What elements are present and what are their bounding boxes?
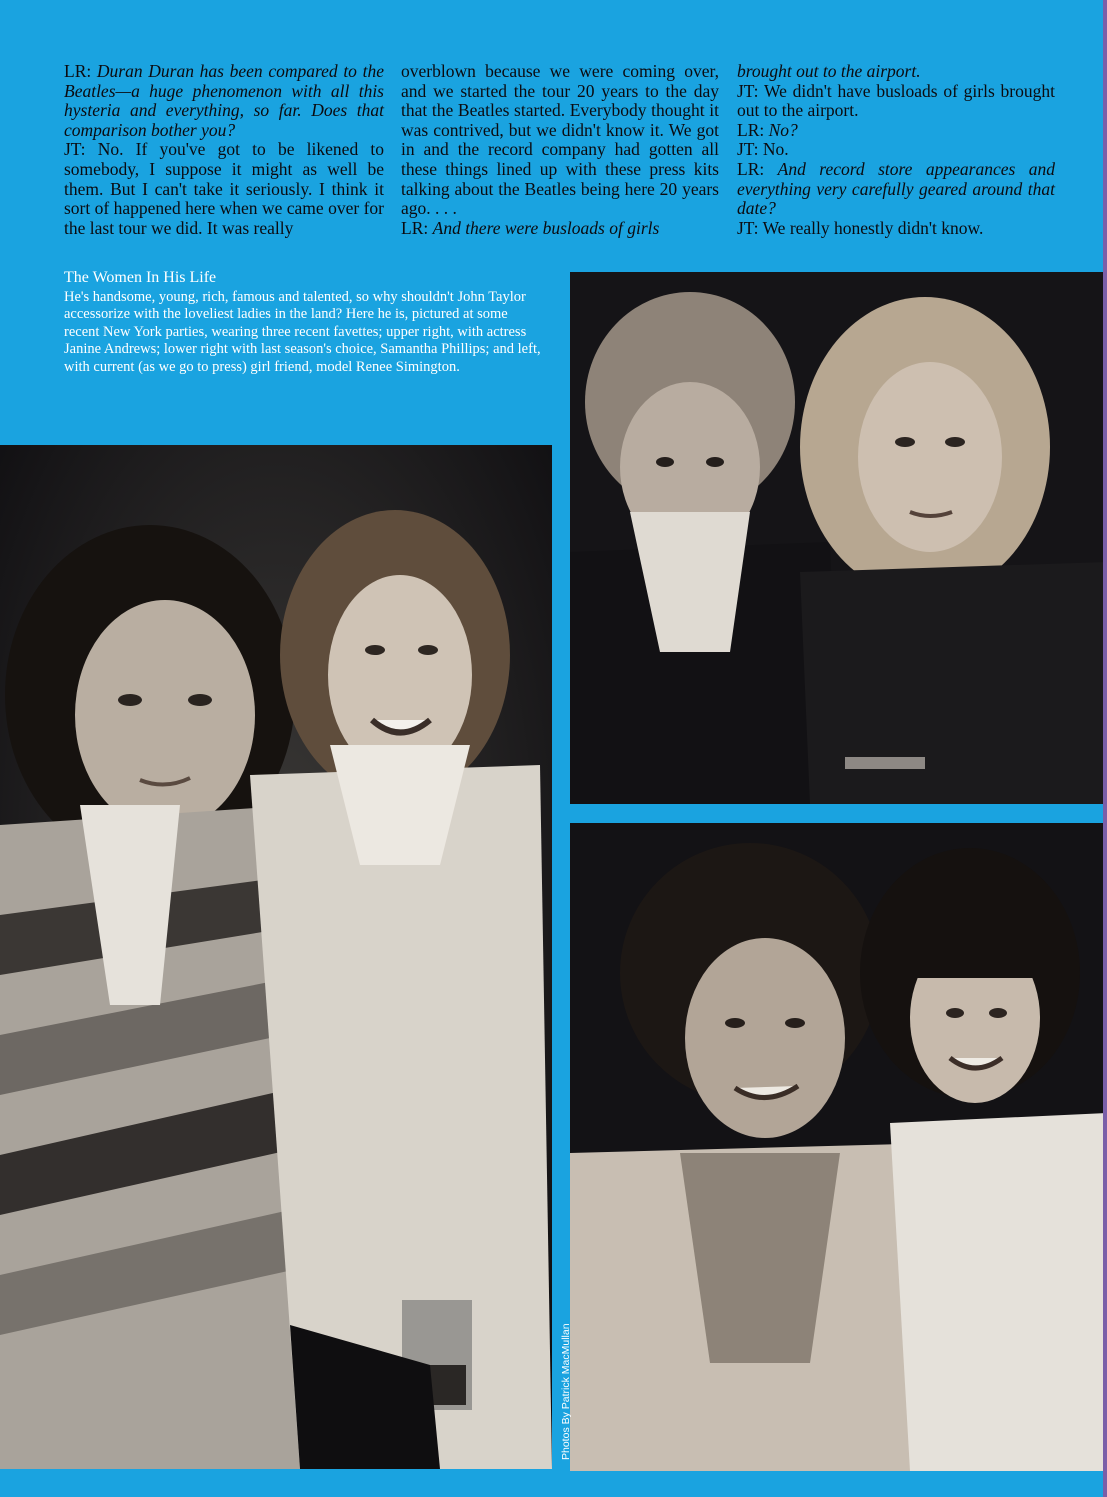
speaker-label: JT xyxy=(737,139,754,160)
paragraph-text: Duran Duran has been compared to the Beatles—a huge phenomenon with all this hysteria and everything, so far. Does that comparison bother you? xyxy=(64,61,384,140)
speaker-label: LR xyxy=(737,119,760,140)
paragraph-continued xyxy=(401,62,719,219)
interview-column-1 xyxy=(64,62,384,238)
paragraph-lr-3: LR: No? xyxy=(737,119,798,140)
paragraph-text: overblown because we were coming over, and we started the tour 20 years to the day that the Beatles started. Everybody thought it was contrived, but we didn't know it. We got in and the record company had gotten all these things lined up with these press kits talking about the Beatles being here 20 years ago. . . . xyxy=(401,61,719,219)
speaker-label: JT xyxy=(737,80,754,101)
photo-left-image xyxy=(0,445,552,1469)
paragraph-text: No. If you've got to be likened to somebody, I suppose it might as well be them. But I can't take it seriously. I think it sort of happened here when we came over for the last tour we did. It was really xyxy=(64,139,384,238)
speaker-label: JT xyxy=(64,139,81,160)
paragraph-text: We really honestly didn't know. xyxy=(762,217,984,238)
paragraph-text: And there were busloads of girls xyxy=(432,217,660,238)
paragraph-jt-4: JT: We really honestly didn't know. xyxy=(737,217,984,238)
speaker-label: JT xyxy=(737,217,754,238)
caption-title: The Women In His Life xyxy=(64,269,217,286)
paragraph-lr-4: LR: And record store appearances and everything very carefully geared around that date? xyxy=(737,158,1055,219)
interview-column-2 xyxy=(401,62,719,238)
paragraph-text: We didn't have busloads of girls brought out to the airport. xyxy=(737,80,1056,121)
paragraph-text: No. xyxy=(762,139,789,160)
paragraph-text: No? xyxy=(768,119,798,140)
speaker-label: LR xyxy=(64,61,87,81)
photo-upper-right xyxy=(570,272,1107,804)
speaker-label: LR xyxy=(737,158,760,179)
paragraph-jt-3: JT: No. xyxy=(737,139,789,160)
paragraph-continued xyxy=(737,62,1055,82)
speaker-label: LR xyxy=(401,217,424,238)
photo-lower-right xyxy=(570,823,1107,1471)
photo-left xyxy=(0,445,552,1469)
photo-lower-right-image xyxy=(570,823,1107,1471)
paragraph-lr-1: LR: Duran Duran has been compared to the Beatles—a huge phenomenon with all this hysteria and everything, so far. Does that comparison bother you? xyxy=(64,61,384,140)
paragraph-text: And record store appearances and everything very carefully geared around that date? xyxy=(737,158,1055,219)
paragraph-jt-1: JT: No. If you've got to be likened to somebody, I suppose it might as well be them. But I can't take it seriously. I think it sort of happened here when we came over for the last tour we did. It was really xyxy=(64,139,384,238)
photo-credit: Photos By Patrick MacMullan xyxy=(560,1323,572,1460)
paragraph-text: brought out to the airport. xyxy=(737,61,921,81)
interview-column-3 xyxy=(737,62,1055,238)
photo-upper-right-image xyxy=(570,272,1107,804)
page-edge xyxy=(1103,0,1107,1497)
paragraph-jt-2: JT: We didn't have busloads of girls brought out to the airport. xyxy=(737,80,1056,121)
paragraph-lr-2: LR: And there were busloads of girls xyxy=(401,217,660,238)
caption-body: He's handsome, young, rich, famous and talented, so why shouldn't John Taylor accessorize with the loveliest ladies in the land? Here he is, pictured at some recent New York parties, wearing three recent favettes; upper right, with actress Janine Andrews; lower right with last season's choice, Samantha Phillips; and left, with current (as we go to press) girl friend, model Renee Simington. xyxy=(64,289,541,375)
photo-caption xyxy=(64,268,544,376)
